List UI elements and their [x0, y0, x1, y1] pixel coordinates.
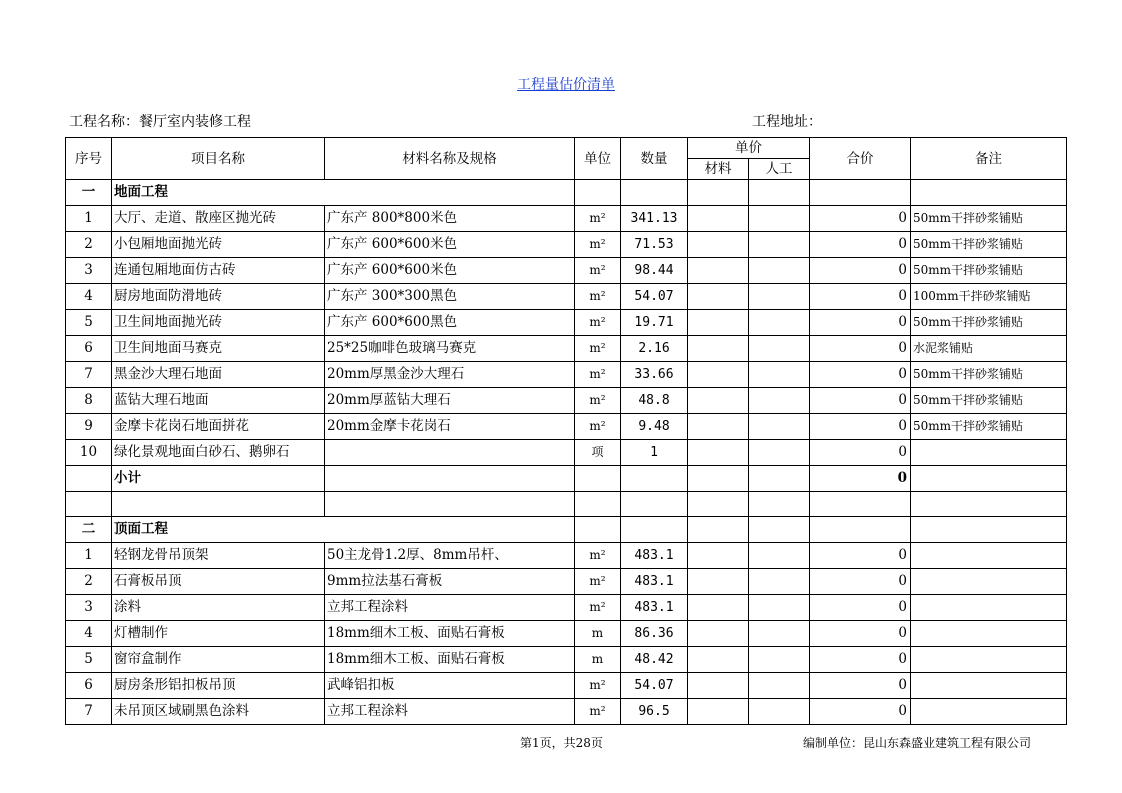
item-spec: 武峰铝扣板	[325, 673, 575, 699]
item-unit: m²	[575, 388, 621, 414]
item-labor-price	[749, 621, 810, 647]
item-quantity: 33.66	[621, 362, 688, 388]
item-unit: m²	[575, 258, 621, 284]
item-spec: 50主龙骨1.2厚、8mm吊杆、	[325, 543, 575, 569]
item-quantity: 54.07	[621, 673, 688, 699]
empty-cell	[112, 492, 325, 517]
empty-cell	[621, 517, 688, 543]
empty-cell	[621, 180, 688, 206]
item-labor-price	[749, 310, 810, 336]
empty-cell	[911, 466, 1067, 492]
item-spec: 25*25咖啡色玻璃马赛克	[325, 336, 575, 362]
section-title: 地面工程	[112, 180, 575, 206]
table-row	[66, 543, 1067, 569]
item-name: 绿化景观地面白砂石、鹅卵石	[112, 440, 325, 466]
empty-cell	[749, 180, 810, 206]
section-number: 二	[66, 517, 112, 543]
footer-organization: 编制单位：昆山东森盛业建筑工程有限公司	[803, 736, 1032, 750]
table-row	[66, 310, 1067, 336]
row-number: 3	[66, 595, 112, 621]
item-labor-price	[749, 595, 810, 621]
item-spec: 20mm金摩卡花岗石	[325, 414, 575, 440]
table-row	[66, 699, 1067, 725]
item-material-price	[688, 673, 749, 699]
item-labor-price	[749, 440, 810, 466]
project-address: 工程地址：	[752, 114, 822, 130]
item-total: 0	[810, 258, 911, 284]
row-number: 8	[66, 388, 112, 414]
row-number: 3	[66, 258, 112, 284]
item-quantity: 2.16	[621, 336, 688, 362]
empty-cell	[749, 466, 810, 492]
row-number: 7	[66, 699, 112, 725]
row-number: 4	[66, 284, 112, 310]
table-row	[66, 440, 1067, 466]
row-number: 5	[66, 647, 112, 673]
table-row	[66, 232, 1067, 258]
header-item: 项目名称	[112, 138, 325, 180]
table-row	[66, 569, 1067, 595]
item-quantity: 48.42	[621, 647, 688, 673]
item-quantity: 96.5	[621, 699, 688, 725]
empty-cell	[325, 492, 575, 517]
item-quantity: 54.07	[621, 284, 688, 310]
item-quantity: 48.8	[621, 388, 688, 414]
table-row	[66, 258, 1067, 284]
item-quantity: 483.1	[621, 595, 688, 621]
item-unit: m²	[575, 310, 621, 336]
blank-row	[66, 492, 1067, 517]
empty-cell	[575, 517, 621, 543]
item-remark	[911, 673, 1067, 699]
item-name: 窗帘盒制作	[112, 647, 325, 673]
item-total: 0	[810, 569, 911, 595]
item-labor-price	[749, 569, 810, 595]
item-labor-price	[749, 647, 810, 673]
item-quantity: 341.13	[621, 206, 688, 232]
row-number: 9	[66, 414, 112, 440]
item-quantity: 483.1	[621, 543, 688, 569]
item-total: 0	[810, 543, 911, 569]
table-row	[66, 362, 1067, 388]
item-name: 黑金沙大理石地面	[112, 362, 325, 388]
item-remark: 50mm干拌砂浆铺贴	[911, 362, 1067, 388]
item-material-price	[688, 362, 749, 388]
estimate-table	[65, 137, 1067, 725]
section-header-row	[66, 517, 1067, 543]
item-material-price	[688, 647, 749, 673]
row-number: 10	[66, 440, 112, 466]
item-unit: m²	[575, 414, 621, 440]
item-remark	[911, 647, 1067, 673]
item-total: 0	[810, 595, 911, 621]
empty-cell	[810, 517, 911, 543]
item-remark: 50mm干拌砂浆铺贴	[911, 414, 1067, 440]
table-row	[66, 414, 1067, 440]
row-number: 6	[66, 336, 112, 362]
item-material-price	[688, 595, 749, 621]
row-number: 2	[66, 569, 112, 595]
empty-cell	[810, 492, 911, 517]
project-name: 工程名称：餐厅室内装修工程	[69, 114, 251, 130]
empty-cell	[66, 466, 112, 492]
item-labor-price	[749, 699, 810, 725]
item-total: 0	[810, 206, 911, 232]
empty-cell	[688, 180, 749, 206]
item-labor-price	[749, 232, 810, 258]
item-spec: 20mm厚蓝钻大理石	[325, 388, 575, 414]
item-total: 0	[810, 621, 911, 647]
item-total: 0	[810, 362, 911, 388]
item-remark: 50mm干拌砂浆铺贴	[911, 206, 1067, 232]
section-number: 一	[66, 180, 112, 206]
empty-cell	[621, 466, 688, 492]
item-total: 0	[810, 336, 911, 362]
item-labor-price	[749, 362, 810, 388]
item-labor-price	[749, 206, 810, 232]
item-total: 0	[810, 232, 911, 258]
table-row	[66, 647, 1067, 673]
item-remark: 50mm干拌砂浆铺贴	[911, 388, 1067, 414]
header-spec: 材料名称及规格	[325, 138, 575, 180]
item-unit: m²	[575, 284, 621, 310]
item-material-price	[688, 569, 749, 595]
item-name: 大厅、走道、散座区抛光砖	[112, 206, 325, 232]
item-material-price	[688, 699, 749, 725]
item-quantity: 1	[621, 440, 688, 466]
empty-cell	[621, 492, 688, 517]
item-labor-price	[749, 543, 810, 569]
section-title: 顶面工程	[112, 517, 575, 543]
row-number: 6	[66, 673, 112, 699]
row-number: 5	[66, 310, 112, 336]
document-title: 工程量估价清单	[517, 77, 615, 93]
empty-cell	[749, 517, 810, 543]
item-quantity: 19.71	[621, 310, 688, 336]
item-unit: m²	[575, 699, 621, 725]
item-remark	[911, 621, 1067, 647]
table-row	[66, 621, 1067, 647]
empty-cell	[911, 492, 1067, 517]
empty-cell	[575, 466, 621, 492]
item-unit: m²	[575, 232, 621, 258]
subtotal-label: 小计	[112, 466, 325, 492]
item-unit: m²	[575, 569, 621, 595]
section-header-row	[66, 180, 1067, 206]
item-spec: 广东产 600*600黑色	[325, 310, 575, 336]
item-unit: m	[575, 647, 621, 673]
empty-cell	[810, 180, 911, 206]
header-unit: 单位	[575, 138, 621, 180]
item-material-price	[688, 206, 749, 232]
item-spec	[325, 440, 575, 466]
item-name: 厨房条形铝扣板吊顶	[112, 673, 325, 699]
header-no: 序号	[66, 138, 112, 180]
item-material-price	[688, 414, 749, 440]
header-row	[66, 138, 1067, 159]
item-spec: 广东产 600*600米色	[325, 258, 575, 284]
item-quantity: 483.1	[621, 569, 688, 595]
item-spec: 广东产 300*300黑色	[325, 284, 575, 310]
item-unit: m	[575, 621, 621, 647]
item-spec: 立邦工程涂料	[325, 699, 575, 725]
item-unit: m²	[575, 673, 621, 699]
header-unit-price: 单价	[688, 138, 810, 159]
item-total: 0	[810, 414, 911, 440]
item-total: 0	[810, 284, 911, 310]
item-quantity: 71.53	[621, 232, 688, 258]
item-unit: m²	[575, 362, 621, 388]
table-row	[66, 388, 1067, 414]
item-name: 灯槽制作	[112, 621, 325, 647]
item-spec: 广东产 800*800米色	[325, 206, 575, 232]
item-name: 轻钢龙骨吊顶架	[112, 543, 325, 569]
item-name: 卫生间地面抛光砖	[112, 310, 325, 336]
item-remark	[911, 440, 1067, 466]
table-row	[66, 336, 1067, 362]
row-number: 4	[66, 621, 112, 647]
item-name: 厨房地面防滑地砖	[112, 284, 325, 310]
item-material-price	[688, 388, 749, 414]
item-total: 0	[810, 673, 911, 699]
item-material-price	[688, 258, 749, 284]
item-remark	[911, 595, 1067, 621]
item-remark	[911, 543, 1067, 569]
empty-cell	[911, 517, 1067, 543]
table-row	[66, 673, 1067, 699]
header-material: 材料	[688, 159, 749, 180]
item-unit: m²	[575, 336, 621, 362]
item-quantity: 86.36	[621, 621, 688, 647]
subtotal-row	[66, 466, 1067, 492]
item-spec: 广东产 600*600米色	[325, 232, 575, 258]
item-material-price	[688, 284, 749, 310]
item-name: 未吊顶区域刷黑色涂料	[112, 699, 325, 725]
item-remark: 50mm干拌砂浆铺贴	[911, 258, 1067, 284]
item-labor-price	[749, 673, 810, 699]
row-number: 1	[66, 206, 112, 232]
item-total: 0	[810, 388, 911, 414]
empty-cell	[688, 466, 749, 492]
row-number: 1	[66, 543, 112, 569]
item-name: 金摩卡花岗石地面拼花	[112, 414, 325, 440]
item-total: 0	[810, 647, 911, 673]
item-material-price	[688, 543, 749, 569]
empty-cell	[66, 492, 112, 517]
item-material-price	[688, 336, 749, 362]
item-labor-price	[749, 258, 810, 284]
item-labor-price	[749, 284, 810, 310]
item-unit: m²	[575, 206, 621, 232]
item-spec: 9mm拉法基石膏板	[325, 569, 575, 595]
header-remark: 备注	[911, 138, 1067, 180]
header-total: 合价	[810, 138, 911, 180]
item-name: 涂料	[112, 595, 325, 621]
item-name: 蓝钻大理石地面	[112, 388, 325, 414]
empty-cell	[911, 180, 1067, 206]
header-labor: 人工	[749, 159, 810, 180]
item-name: 连通包厢地面仿古砖	[112, 258, 325, 284]
item-material-price	[688, 621, 749, 647]
header-qty: 数量	[621, 138, 688, 180]
item-remark: 水泥浆铺贴	[911, 336, 1067, 362]
table-row	[66, 284, 1067, 310]
item-quantity: 9.48	[621, 414, 688, 440]
table-row	[66, 595, 1067, 621]
item-remark	[911, 699, 1067, 725]
item-unit: 项	[575, 440, 621, 466]
item-remark: 50mm干拌砂浆铺贴	[911, 232, 1067, 258]
item-labor-price	[749, 388, 810, 414]
item-material-price	[688, 440, 749, 466]
item-total: 0	[810, 440, 911, 466]
item-remark: 100mm干拌砂浆铺贴	[911, 284, 1067, 310]
item-material-price	[688, 310, 749, 336]
item-spec: 18mm细木工板、面贴石膏板	[325, 621, 575, 647]
subtotal-value: 0	[810, 466, 911, 492]
item-spec: 立邦工程涂料	[325, 595, 575, 621]
empty-cell	[575, 180, 621, 206]
item-total: 0	[810, 310, 911, 336]
item-remark: 50mm干拌砂浆铺贴	[911, 310, 1067, 336]
empty-cell	[688, 517, 749, 543]
item-labor-price	[749, 414, 810, 440]
item-material-price	[688, 232, 749, 258]
item-name: 石膏板吊顶	[112, 569, 325, 595]
footer-page-number: 第1页，共28页	[520, 736, 603, 750]
item-name: 卫生间地面马赛克	[112, 336, 325, 362]
item-spec: 20mm厚黑金沙大理石	[325, 362, 575, 388]
item-remark	[911, 569, 1067, 595]
item-name: 小包厢地面抛光砖	[112, 232, 325, 258]
table-row	[66, 206, 1067, 232]
empty-cell	[749, 492, 810, 517]
item-total: 0	[810, 699, 911, 725]
row-number: 7	[66, 362, 112, 388]
item-labor-price	[749, 336, 810, 362]
empty-cell	[688, 492, 749, 517]
row-number: 2	[66, 232, 112, 258]
empty-cell	[325, 466, 575, 492]
empty-cell	[575, 492, 621, 517]
item-spec: 18mm细木工板、面贴石膏板	[325, 647, 575, 673]
item-quantity: 98.44	[621, 258, 688, 284]
item-unit: m²	[575, 543, 621, 569]
item-unit: m²	[575, 595, 621, 621]
